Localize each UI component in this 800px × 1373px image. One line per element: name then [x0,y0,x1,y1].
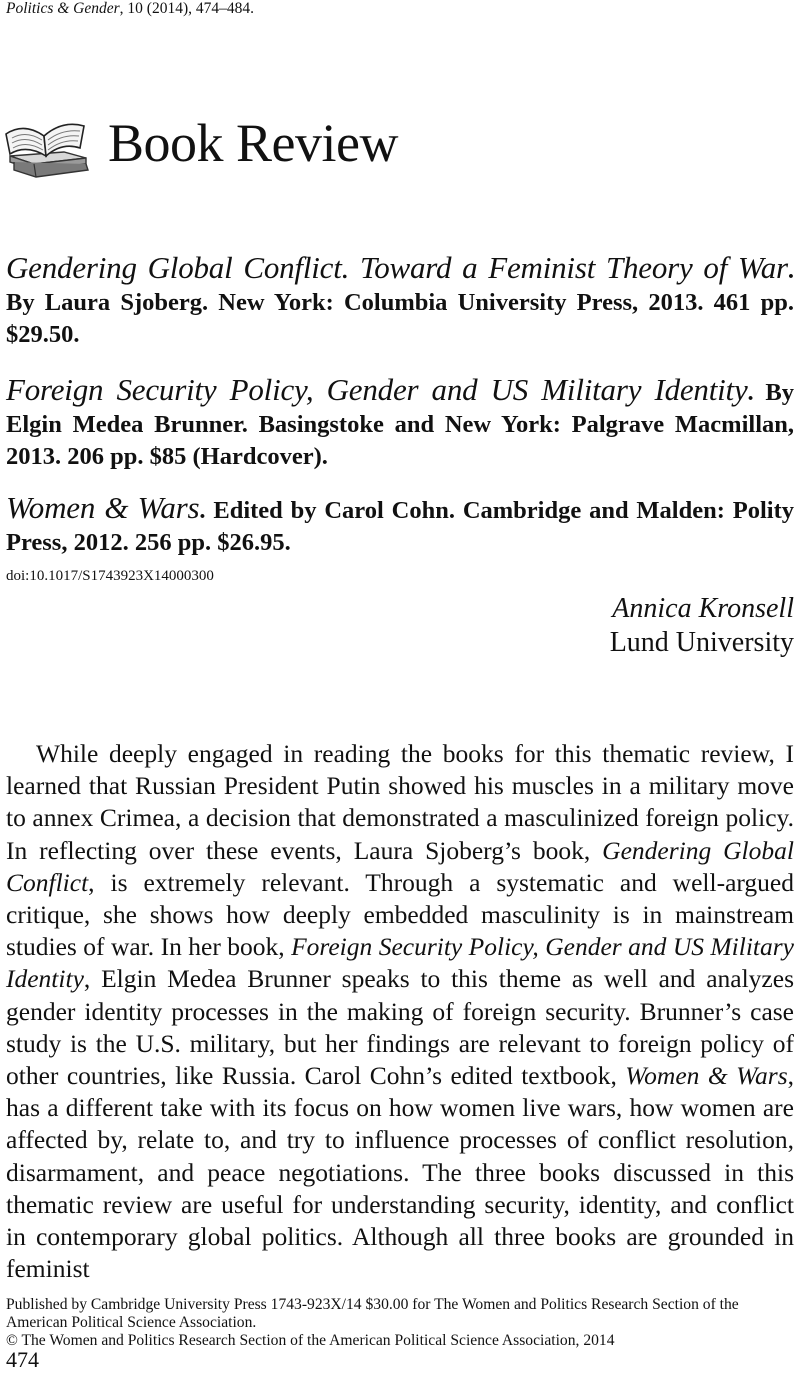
reviewed-book-title: Foreign Security Policy, Gender and US Military Identity [6,372,748,407]
reviewer-affiliation: Lund University [609,627,794,658]
page-number: 474 [6,1347,39,1372]
reviewer-name: Annica Kronsell [612,593,794,624]
open-book-on-stack-icon [0,112,96,178]
journal-issue: , 10 (2014), 474–484. [119,0,254,17]
reviewed-book-details: . Edited by Carol Cohn. Cambridge and Malden: Polity Press, 2012. 256 pp. $26.95. [6,497,794,556]
body-text-2: , is extremely relevant. Through a systematic and well-argued critique, she shows how deeply embedded masculinity is in mainstream studies of war. In her book, [6,867,794,962]
reviewed-book-citation [6,252,794,351]
review-body-paragraph [6,738,794,1285]
body-book-title: Women & Wars [625,1061,788,1091]
reviewer-byline [610,592,794,660]
publisher-note: Published by Cambridge University Press 1743-923X/14 $30.00 for The Women and Politics Research Section of the American Political Science Association. [6,1296,739,1331]
reviewed-book-title: Women & Wars [6,490,200,525]
copyright-note: © The Women and Politics Research Section of the American Political Science Association, 2014 [6,1332,615,1349]
reviewed-book-citation [6,492,794,559]
running-head [6,0,254,18]
reviewed-book-details: . By Laura Sjoberg. New York: Columbia University Press, 2013. 461 pp. $29.50. [6,257,794,348]
section-header [0,102,800,192]
journal-name: Politics & Gender [6,0,120,17]
body-text-4: , has a different take with its focus on how women live wars, how women are affected by, relate to, and try to influence processes of conflict resolution, disarmament, and peace negotiations. The three books discussed in this thematic review are useful for understanding security, identity, and conflict in contemporary global politics. Although all three books are grounded in feminist [6,1061,794,1284]
body-text-3: , Elgin Medea Brunner speaks to this theme as well and analyzes gender identity processes in the making of foreign security. Brunner’s case study is the U.S. military, but her findings are relevant to foreign policy of other countries, like Russia. Carol Cohn’s edited textbook, [6,964,794,1091]
reviewed-book-details: . By Elgin Medea Brunner. Basingstoke and New York: Palgrave Macmillan, 2013. 206 pp. $85 (Hardcover). [6,379,794,470]
reviewed-book-citation [6,374,794,473]
doi-link[interactable]: doi:10.1017/S1743923X14000300 [6,568,214,584]
body-text-1: While deeply engaged in reading the books for this thematic review, I learned that Russian President Putin showed his muscles in a military move to annex Crimea, a decision that demonstrated a masculinized foreign policy. In reflecting over these events, Laura Sjoberg’s book, [6,739,794,865]
body-book-title: Gendering Global Conflict [6,835,794,897]
reviewed-book-title: Gendering Global Conflict. Toward a Feminist Theory of War [6,250,788,285]
publication-footer [6,1296,798,1350]
section-title: Book Review [108,113,398,173]
body-book-title: Foreign Security Policy, Gender and US Military Identity [6,932,794,994]
